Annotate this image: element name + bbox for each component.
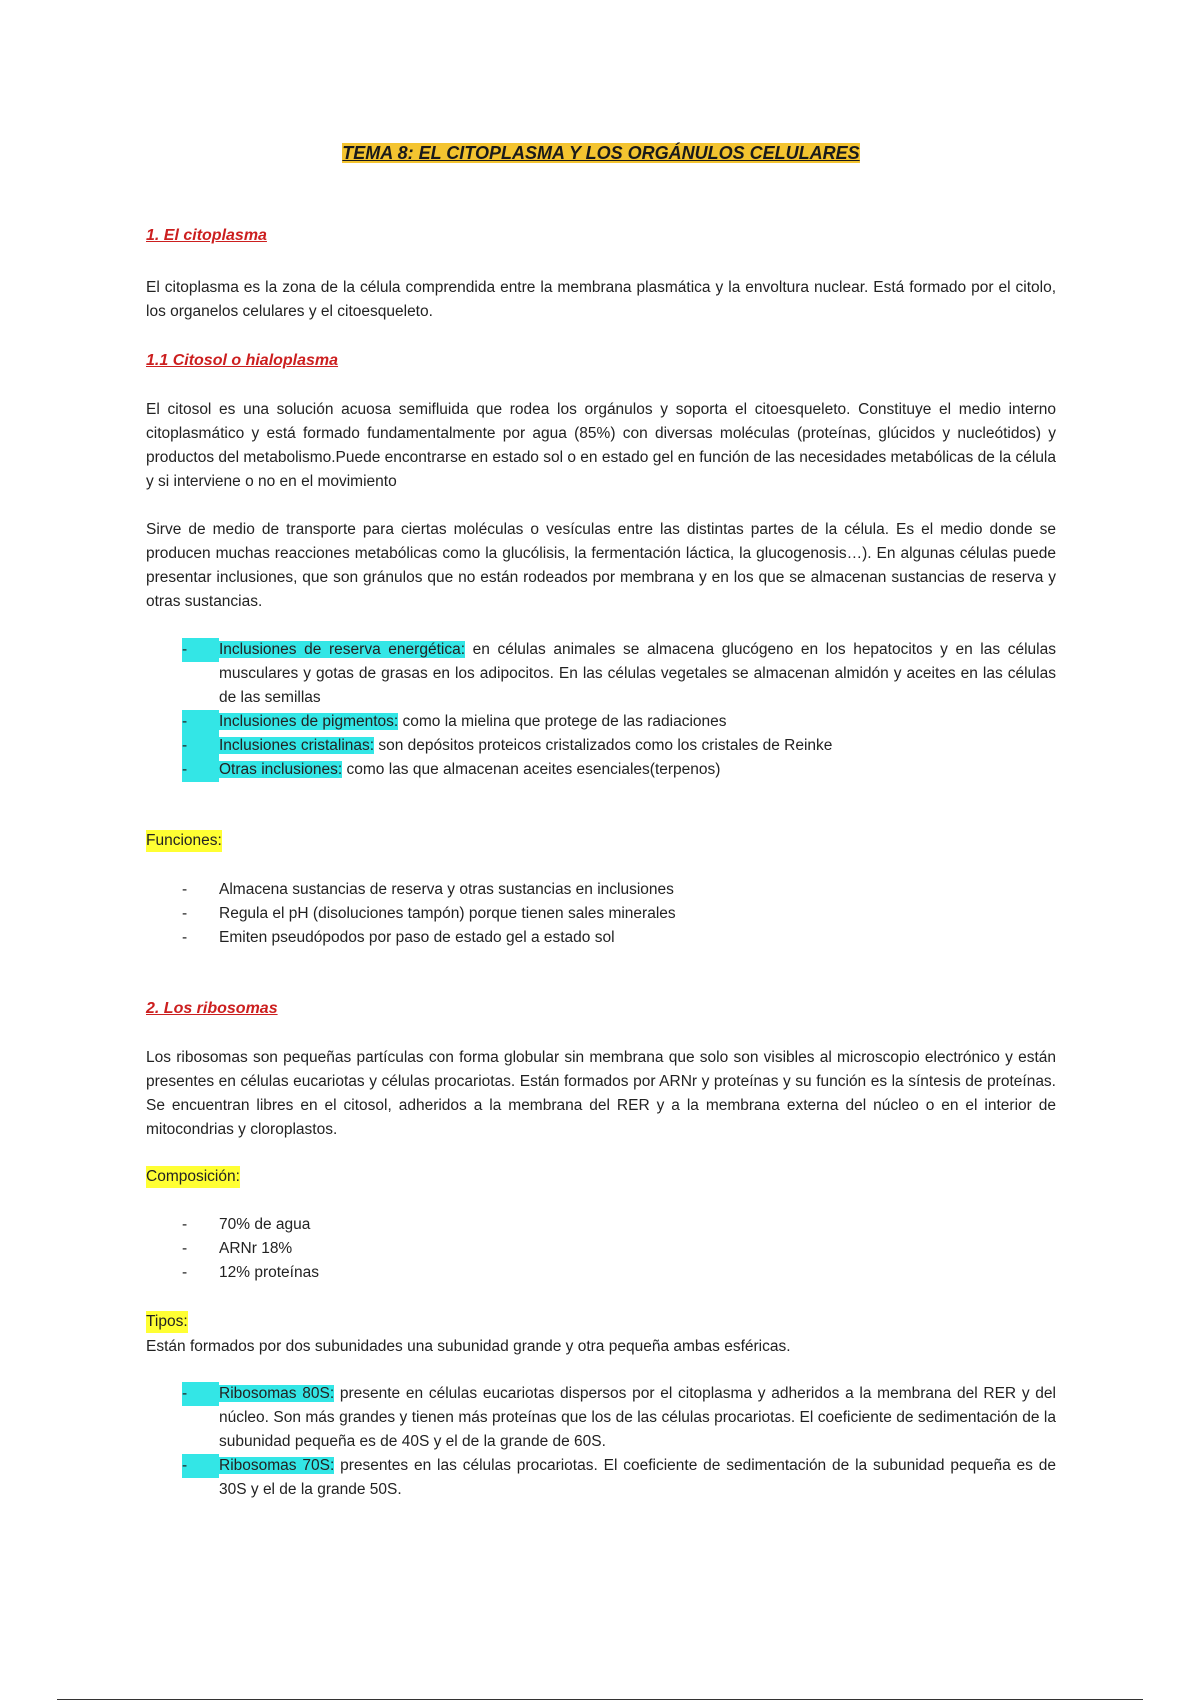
dash-marker: -	[182, 734, 219, 758]
funcion-text: Emiten pseudópodos por paso de estado gel a estado sol	[219, 929, 615, 946]
page-title	[146, 143, 1056, 164]
inclusion-text: son depósitos proteicos cristalizados como los cristales de Reinke	[374, 737, 833, 754]
inclusion-text: como las que almacenan aceites esenciales(terpenos)	[342, 761, 721, 778]
tipos-list	[146, 1382, 1056, 1502]
section-2-paragraph: Los ribosomas son pequeñas partículas con forma globular sin membrana que solo son visibles al microscopio electrónico y están presentes en células eucariotas y células procariotas. Están formados por ARNr y proteínas y su función es la síntesis de proteínas. Se encuentran libres en el citosol, adheridos a la membrana del RER y a la membrana externa del núcleo o en el interior de mitocondrias y cloroplastos.	[146, 1049, 1056, 1138]
section-2-heading: 2. Los ribosomas	[146, 1000, 278, 1017]
tipo-text: presentes en las células procariotas. El coeficiente de sedimentación de la subunidad pequeña es de 30S y el de la grande 50S.	[219, 1457, 1056, 1498]
list-item	[146, 902, 1056, 926]
list-item	[146, 638, 1056, 710]
section-1-paragraph: El citoplasma es la zona de la célula comprendida entre la membrana plasmática y la envoltura nuclear. Está formado por el citolo, los organelos celulares y el citoesqueleto.	[146, 279, 1056, 320]
list-item	[146, 1237, 1056, 1261]
composicion-label: Composición:	[146, 1166, 240, 1188]
tipos-label: Tipos:	[146, 1311, 188, 1333]
dash-marker: -	[182, 929, 188, 946]
funciones-list	[146, 878, 1056, 950]
tipo-text: presente en células eucariotas dispersos por el citoplasma y adheridos a la membrana del RER y del núcleo. Son más grandes y tienen más proteínas que los de las células procariotas. El coeficiente de sedimentación de la subunidad pequeña es de 40S y el de la grande de 60S.	[219, 1385, 1056, 1450]
inclusion-label: Otras inclusiones:	[219, 761, 343, 778]
tipo-label: Ribosomas 80S:	[219, 1385, 335, 1402]
dash-marker: -	[182, 758, 219, 782]
list-item	[146, 1261, 1056, 1285]
section-1-1-paragraph-2: Sirve de medio de transporte para ciertas moléculas o vesículas entre las distintas partes de la célula. Es el medio donde se producen muchas reacciones metabólicas como la glucólisis, la fermentación láctica, la glucogenosis…). En algunas células puede presentar inclusiones, que son gránulos que no están rodeados por membrana y en los que se almacenan sustancias de reserva y otras sustancias.	[146, 521, 1056, 610]
section-1-heading: 1. El citoplasma	[146, 227, 267, 244]
list-item	[146, 734, 1056, 758]
list-item	[146, 1213, 1056, 1237]
composicion-text: 12% proteínas	[219, 1264, 319, 1281]
composicion-list	[146, 1213, 1056, 1285]
inclusion-label: Inclusiones de pigmentos:	[219, 713, 399, 730]
list-item	[146, 758, 1056, 782]
list-item	[146, 1382, 1056, 1454]
section-1-1-paragraph-1: El citosol es una solución acuosa semifluida que rodea los orgánulos y soporta el citoesqueleto. Constituye el medio interno citoplasmático y está formado fundamentalmente por agua (85%) con diversas moléculas (proteínas, glúcidos y nucleótidos) y productos del metabolismo.Puede encontrarse en estado sol o en estado gel en función de las necesidades metabólicas de la célula y si interviene o no en el movimiento	[146, 401, 1056, 490]
composicion-text: 70% de agua	[219, 1216, 311, 1233]
dash-marker: -	[182, 1264, 188, 1281]
dash-marker: -	[182, 881, 188, 898]
tipo-label: Ribosomas 70S:	[219, 1457, 335, 1474]
list-item	[146, 710, 1056, 734]
dash-marker: -	[182, 905, 188, 922]
dash-marker: -	[182, 710, 219, 734]
funcion-text: Regula el pH (disoluciones tampón) porque tienen sales minerales	[219, 905, 676, 922]
composicion-text: ARNr 18%	[219, 1240, 293, 1257]
list-item	[146, 878, 1056, 902]
section-1-1-heading: 1.1 Citosol o hialoplasma	[146, 352, 339, 369]
dash-marker: -	[182, 638, 219, 662]
list-item	[146, 1454, 1056, 1502]
inclusions-list	[146, 638, 1056, 782]
funcion-text: Almacena sustancias de reserva y otras sustancias en inclusiones	[219, 881, 674, 898]
inclusion-label: Inclusiones de reserva energética:	[219, 641, 465, 658]
inclusion-text: como la mielina que protege de las radiaciones	[398, 713, 727, 730]
inclusion-label: Inclusiones cristalinas:	[219, 737, 375, 754]
dash-marker: -	[182, 1216, 188, 1233]
dash-marker: -	[182, 1454, 219, 1478]
inclusion-text: en células animales se almacena glucógeno en los hepatocitos y en las células musculares y gotas de grasas en los adipocitos. En las células vegetales se almacenan almidón y aceites en las células de las semillas	[219, 641, 1056, 706]
funciones-label: Funciones:	[146, 830, 222, 852]
dash-marker: -	[182, 1240, 188, 1257]
dash-marker: -	[182, 1382, 219, 1406]
page-title-text: TEMA 8: EL CITOPLASMA Y LOS ORGÁNULOS CELULARES	[342, 143, 860, 163]
list-item	[146, 926, 1056, 950]
tipos-paragraph: Están formados por dos subunidades una subunidad grande y otra pequeña ambas esféricas.	[146, 1338, 791, 1355]
